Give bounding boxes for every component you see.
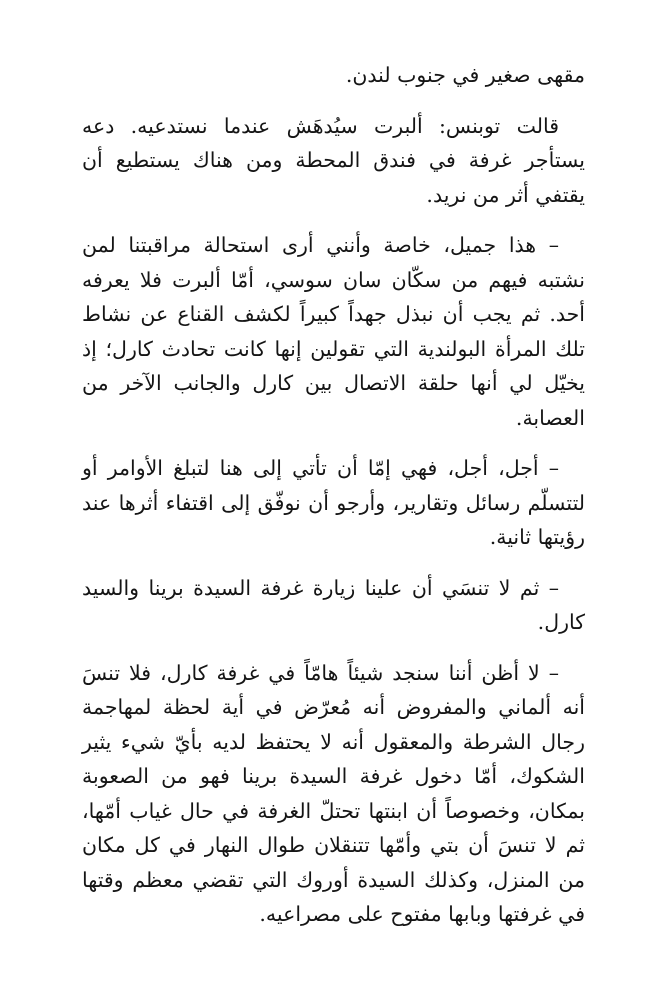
paragraph-1: مقهى صغير في جنوب لندن. (345, 63, 585, 87)
paragraph-4: – أجل، أجل، فهي إمّا أن تأتي إلى هنا لتبلغ الأوامر أو لتتسلّم رسائل وتقارير، وأرجو أن نوفّق إلى اقتفاء أثرها عند رؤيتها ثانية. (82, 456, 585, 549)
paragraph-6: – لا أظن أننا سنجد شيئاً هامّاً في غرفة كارل، فلا تنسَ أنه ألماني والمفروض أنه مُعرّض في أية لحظة لمهاجمة رجال الشرطة والمعقول أنه لا يحتفظ لديه بأيّ شيء يثير الشكوك، أمّا دخول غرفة السيدة برينا فهو من الصعوبة بمكان، وخصوصاً أن ابنتها تحتلّ الغرفة في حال غياب أمّها، ثم لا تنسَ أن بتي وأمّها تتنقلان طوال النهار في كل مكان من المنزل، وكذلك السيدة أوروك التي تقضي معظم وقتها في غرفتها وبابها مفتوح على مصراعيه. (82, 660, 585, 926)
paragraph-5: – ثم لا تنسَي أن علينا زيارة غرفة السيدة برينا والسيد كارل. (82, 575, 585, 634)
paragraph-2: قالت توبنس: ألبرت سيُدهَش عندما نستدعيه. دعه يستأجر غرفة في فندق المحطة ومن هناك يستطيع أن يقتفي أثر من نريد. (82, 113, 585, 207)
paragraph-3: – هذا جميل، خاصة وأنني أرى استحالة مراقبتنا لمن نشتبه فيهم من سكّان سان سوسي، أمّا ألبرت فلا يعرفه أحد. ثم يجب أن نبذل جهداً كبيراً لكشف القناع عن نشاط تلك المرأة البولندية التي تقولين إنها كانت تحادث كارل؛ إذ يخيّل لي أنها حلقة الاتصال بين كارل والجانب الآخر من العصابة. (82, 233, 585, 430)
book-page (82, 58, 585, 932)
